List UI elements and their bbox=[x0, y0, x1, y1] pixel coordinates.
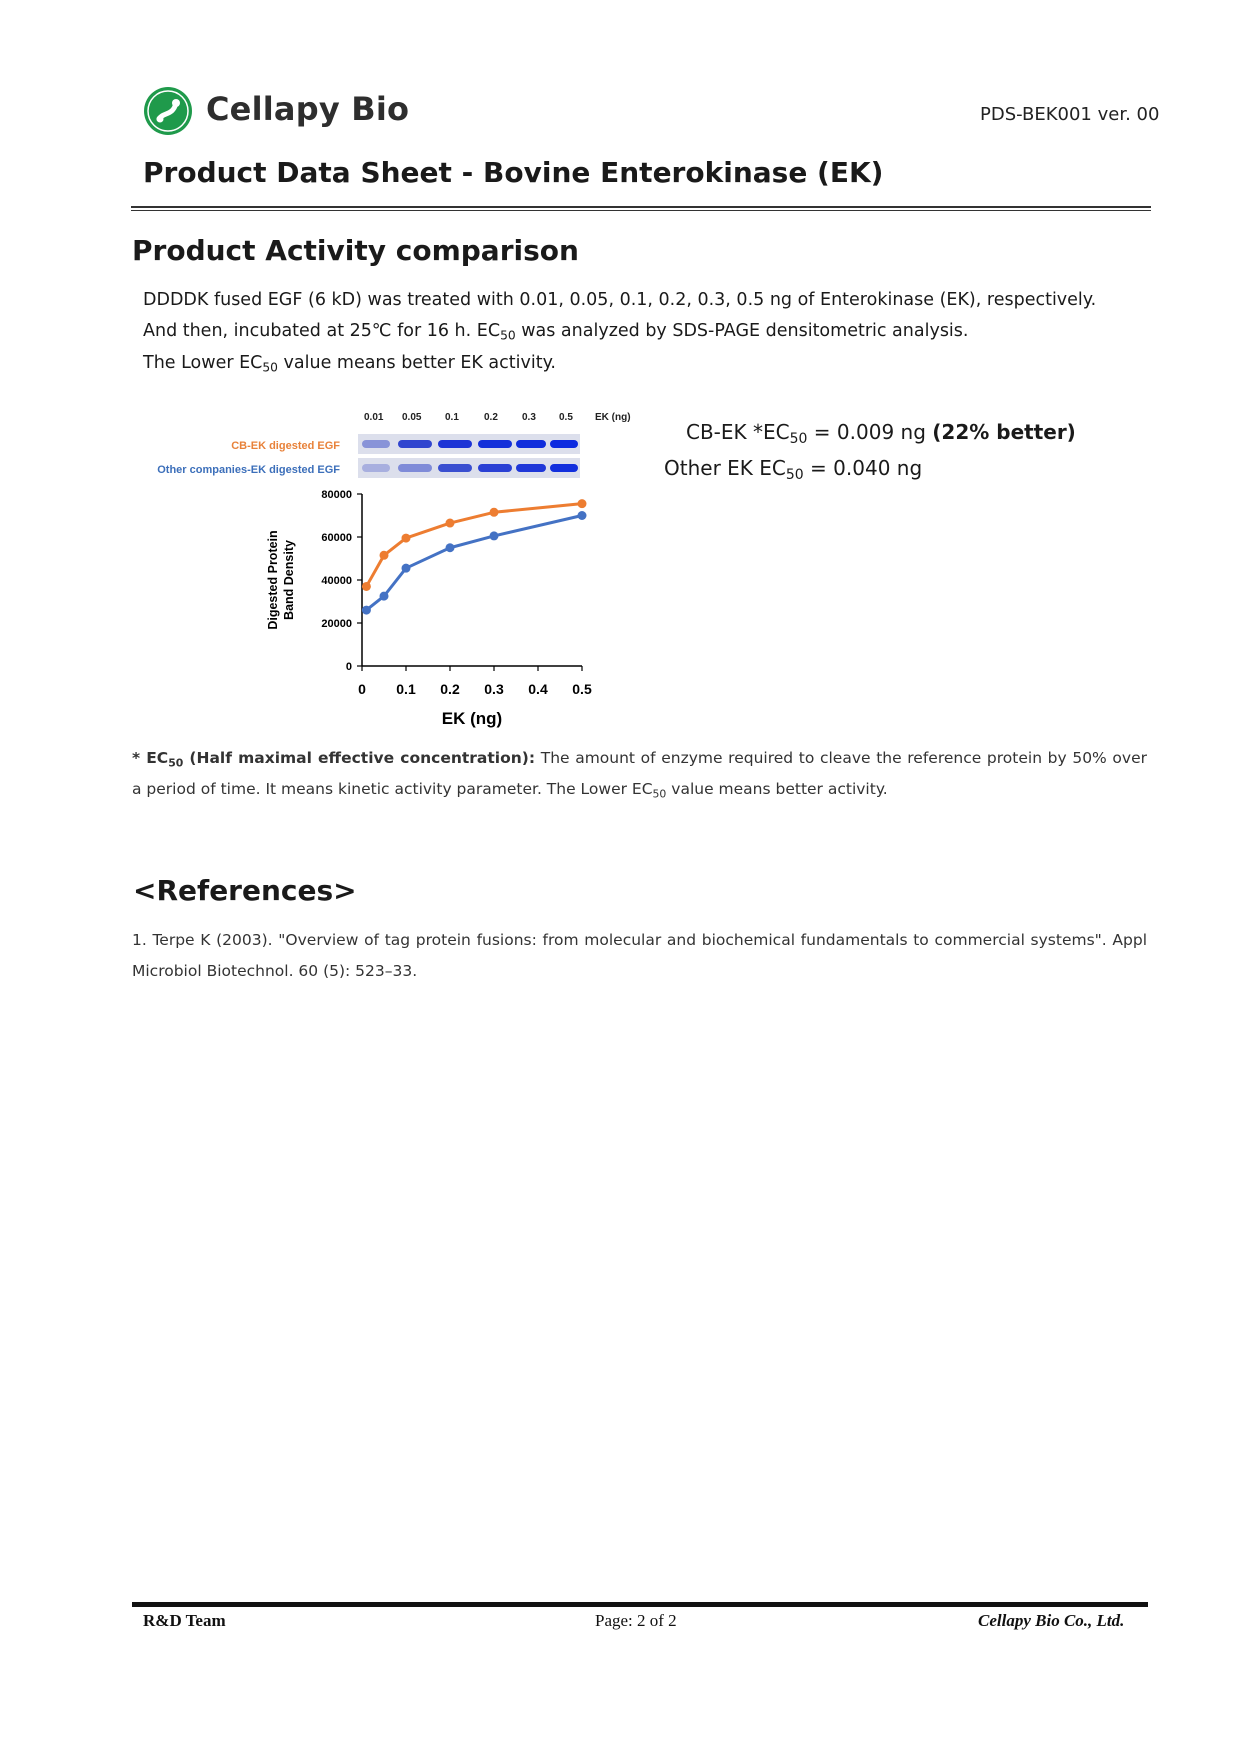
footer-divider bbox=[132, 1602, 1148, 1607]
data-point-cb bbox=[490, 508, 499, 517]
data-point-other bbox=[446, 543, 455, 552]
density-line-chart bbox=[250, 486, 630, 734]
data-point-other bbox=[578, 511, 587, 520]
data-point-other bbox=[380, 592, 389, 601]
y-axis-label-line1: Digested Protein bbox=[266, 530, 280, 630]
gel-band bbox=[362, 440, 390, 448]
intro-line-1: DDDDK fused EGF (6 kD) was treated with 0.01, 0.05, 0.1, 0.2, 0.3, 0.5 ng of Enterokinase (EK), respectively. bbox=[143, 290, 1097, 310]
ec50-result-other: Other EK $EC_{50} = 0.040$ ng bbox=[664, 456, 923, 484]
y-tick-label: 80000 bbox=[321, 489, 352, 501]
section-title: Product Activity comparison bbox=[132, 234, 579, 267]
gel-row-label-other: Other companies-EK digested EGF bbox=[157, 464, 340, 476]
gel-band bbox=[550, 464, 578, 472]
gel-band bbox=[398, 440, 432, 448]
gel-lane-label: 0.1 bbox=[445, 412, 459, 423]
data-point-other bbox=[362, 606, 371, 615]
y-tick-label: 20000 bbox=[321, 618, 352, 630]
gel-band bbox=[438, 440, 472, 448]
gel-lane-label: 0.3 bbox=[522, 412, 536, 423]
data-point-other bbox=[402, 564, 411, 573]
gel-strip-cb bbox=[358, 434, 580, 454]
footer-page-number: Page: 2 of 2 bbox=[595, 1611, 677, 1630]
intro-line-3: The Lower $EC_{50}$ value means better EK activity. bbox=[143, 353, 556, 375]
y-tick-label: 60000 bbox=[321, 532, 352, 544]
ec50-footnote: * $EC_{50}$ (Half maximal effective concentration): The amount of enzyme required to cleave the reference protein by 50% over a period of time. It means kinetic activity parameter. The Lower $EC_{50}$ value means better activity. bbox=[132, 749, 1147, 801]
gel-band bbox=[438, 464, 472, 472]
gel-lane-label: 0.05 bbox=[402, 412, 422, 423]
gel-band bbox=[478, 464, 512, 472]
gel-lane-label: 0.5 bbox=[559, 412, 573, 423]
y-tick-label: 0 bbox=[345, 661, 352, 673]
gel-band bbox=[362, 464, 390, 472]
y-axis-label-line2: Band Density bbox=[282, 540, 296, 620]
gel-row-label-cb: CB-EK digested EGF bbox=[231, 440, 340, 452]
gel-strip-other bbox=[358, 458, 580, 478]
gel-band bbox=[550, 440, 578, 448]
x-tick-label: 0.1 bbox=[396, 681, 416, 697]
page-title: Product Data Sheet - Bovine Enterokinase (EK) bbox=[143, 156, 884, 189]
gel-band bbox=[516, 440, 546, 448]
x-tick-label: 0.5 bbox=[572, 681, 592, 697]
x-tick-label: 0 bbox=[358, 681, 366, 697]
data-point-cb bbox=[578, 499, 587, 508]
x-axis-label: EK (ng) bbox=[441, 709, 503, 728]
gel-band bbox=[516, 464, 546, 472]
data-point-cb bbox=[380, 551, 389, 560]
data-point-cb bbox=[446, 519, 455, 528]
gel-lane-label: 0.2 bbox=[484, 412, 498, 423]
data-point-cb bbox=[362, 582, 371, 591]
data-point-other bbox=[490, 531, 499, 540]
gel-lane-label: 0.01 bbox=[364, 412, 384, 423]
series-line-other bbox=[366, 516, 582, 611]
gel-unit-label: EK (ng) bbox=[595, 412, 631, 423]
reference-item: 1. Terpe K (2003). "Overview of tag protein fusions: from molecular and biochemical fundamentals to commercial systems". Appl Microbiol Biotechnol. 60 (5): 523–33. bbox=[132, 931, 1147, 980]
references-title: <References> bbox=[133, 874, 357, 907]
ec50-result-cb: CB-EK $*EC_{50} = 0.009$ ng (22% better) bbox=[686, 420, 1076, 448]
footer-team: R&D Team bbox=[143, 1611, 226, 1630]
gel-band bbox=[478, 440, 512, 448]
x-tick-label: 0.2 bbox=[440, 681, 460, 697]
footer-company: Cellapy Bio Co., Ltd. bbox=[978, 1611, 1125, 1630]
y-tick-label: 40000 bbox=[321, 575, 352, 587]
series-line-cb bbox=[366, 504, 582, 587]
brand-name: Cellapy Bio bbox=[206, 90, 410, 128]
cellapy-logo-icon bbox=[143, 86, 193, 136]
intro-line-2: And then, incubated at 25℃ for 16 h. $EC_{50}$ was analyzed by SDS-PAGE densitometric analysis. bbox=[143, 321, 969, 343]
header-divider-thin bbox=[131, 210, 1151, 211]
gel-image bbox=[150, 412, 640, 484]
x-tick-label: 0.3 bbox=[484, 681, 504, 697]
document-id: PDS-BEK001 ver. 00 bbox=[980, 104, 1160, 125]
x-tick-label: 0.4 bbox=[528, 681, 548, 697]
gel-band bbox=[398, 464, 432, 472]
data-point-cb bbox=[402, 534, 411, 543]
header-divider bbox=[131, 206, 1151, 208]
